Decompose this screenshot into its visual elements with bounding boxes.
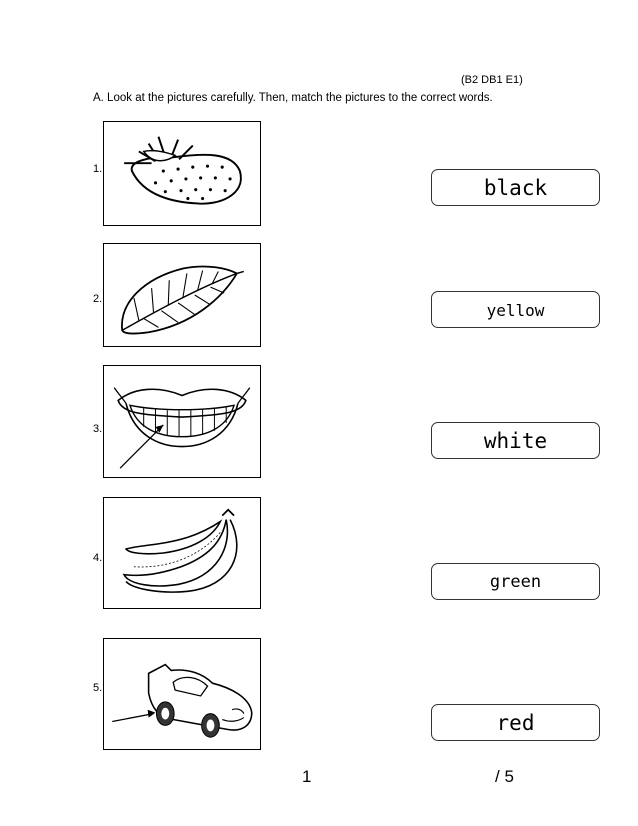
car-picture: [103, 638, 261, 750]
car-icon: [104, 639, 260, 749]
page-number: 1: [302, 767, 312, 786]
item-number: 2.: [93, 293, 103, 305]
leaf-picture: [103, 243, 261, 347]
banana-icon: [104, 498, 260, 608]
word-box-yellow[interactable]: yellow: [431, 291, 600, 328]
word-box-white[interactable]: white: [431, 422, 600, 459]
word-box-red[interactable]: red: [431, 704, 600, 741]
leaf-icon: [104, 244, 260, 346]
instruction-text: A. Look at the pictures carefully. Then, match the pictures to the correct words.: [93, 92, 493, 104]
bananas-picture: [103, 497, 261, 609]
item-number: 3.: [93, 423, 103, 435]
strawberry-icon: [104, 122, 260, 225]
item-number: 5.: [93, 682, 103, 694]
teeth-icon: [104, 366, 260, 477]
word-box-green[interactable]: green: [431, 563, 600, 600]
word-box-black[interactable]: black: [431, 169, 600, 206]
strawberry-picture: [103, 121, 261, 226]
exercise-code: (B2 DB1 E1): [461, 74, 523, 86]
item-number: 1.: [93, 163, 103, 175]
item-number: 4.: [93, 552, 103, 564]
teeth-picture: [103, 365, 261, 478]
page-total: / 5: [495, 767, 514, 786]
